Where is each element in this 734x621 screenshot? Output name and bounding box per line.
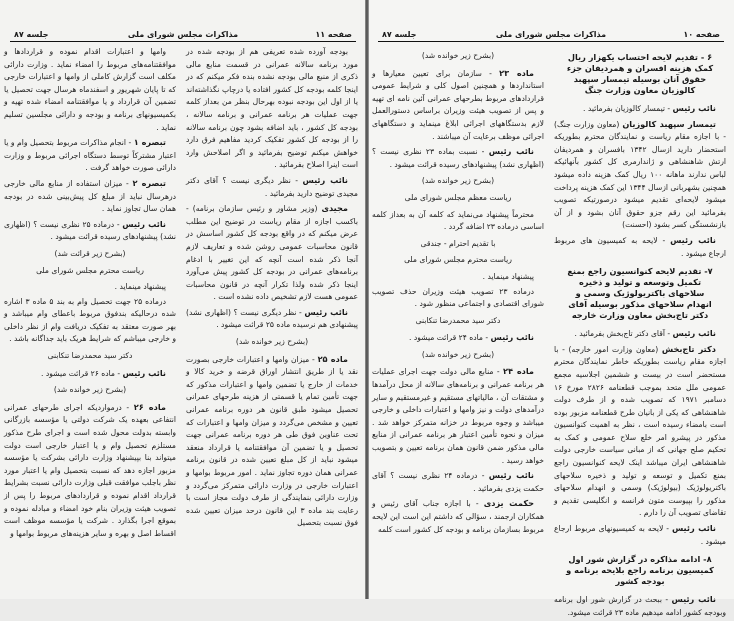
paragraph: بودجه آورده شده تعریفی هم از بودجه شده در مورد برنامه سالانه عمرانی در قسمت منابع مالی ذکری از منبع مالی بودجه نشده بنده فکر میکنم که در اینجا کلمه بودجه کل کشور افتاده یا درچاپ نگذاشته‌اند یا از اول این بودجه نبوده بهرحال بنظر من بعداز کلمه جهت عملیات هر برنامه عمرانی و برنامه سالانه ، بودجه کل کشور ، باید اضافه بشود چون برنامه سالانه را از بودجه کل کشور تفکیک کردید مفاهیم فرق دارد خواهش میکنم توضیح بفرمائید و اگر اصلاحش وارد است اینرا اصلاح بفرمائید . [186,47,358,170]
page-number: صفحه ۱۱ [315,30,352,39]
speech-text: - نظر دیگری نیست ؟ آقای دکتر مجیدی توضیح دارید بفرمائید . [186,175,358,198]
running-title: مذاکرات مجلس شورای ملی [495,30,607,39]
speech-text: - میزان استفاده از منابع مالی خارجی درهرسال نباید از مبلغ کل پیش‌بینی شده در بودجه همان سال تجاوز نماید . [4,178,176,214]
speaker-name: نائب رئیس [672,328,716,339]
speaker-paragraph [554,234,726,260]
speaker-name: تیمسار سپهبد کالوزیان [622,118,717,129]
session-number: جلسه ۸۷ [382,30,417,39]
speaker-name: نائب رئیس [672,103,716,113]
centered-note: (بشرح زیر خوانده شد) [421,176,495,186]
speech-text: - میزان وامها و اعتبارات خارجی بصورت نقد یا از طریق انتشار اوراق قرضه و خرید کالا و خدمات از خارج یا تضمین وامها و اعتبارات مذکور که جهت تأمین تمام یا قسمتی از هزینه طرحهای عمرانی تحصیل میشود طبق قانون هر دوره برنامه عمرانی تعیین و مشخص می‌گردد و میزان وامها و اعتبارات که تحت عناوین فوق طی هر دوره برنامه عمرانی جهت تحصیل و یا تضمین آن موافقتنامه یا قرارداد منعقد میشود نباید از کل مبلغ تعیین شده در قانون برنامه عمرانی همان دوره تجاوز نماید . امور مربوط بوامها و اعتبارات خارجی در وزارت دارائی متمرکز می‌گردد و وزارت دارائی بنمایندگی از طرف دولت مجاز است با رعایت بند ماده ۳ این قانون درحد میزان تعیین شده فوق نسبت بتحصیل [186,354,358,528]
speaker-name: ماده ۲۶ [133,401,166,412]
page-number: صفحه ۱۰ [683,30,720,39]
paragraph: درماده ۲۵ جهت تحصیل وام به بند ۵ ماده ۳ اشاره شده درحالیکه بندفوق مربوط باعطای وام میباشد و بهر صورت معتقد به تفکیک دریافت وام از نظر داخلی و خارجی میباشم که شرایط هریک باید جداگانه باشد . [4,296,176,344]
speaker-name: حکمت یزدی [483,498,534,509]
text-column-right [554,46,726,621]
speech-text: (معاون وزارت امور خارجه) - با اجازه مقام ریاست بطوریکه خاطر نمایندگان محترم مستحضر است در بیست و ششمین اجلاسیه مجمع عمومی ملل متحد بموجب قطعنامه ۲۸۲۶ مورخ ۱۶ دسامبر ۱۹۷۱ که تصویب شده و از طرف دولت شاهنشاهی که یکی از بانیان طرح قطعنامه مزبور بوده است بامضاء رسیده است ، نظر به اهمیت کنوانسیون مذکور در پیشرو امر خلع سلاح عمومی و کمک به تحکیم صلح جهانی که از مبانی سیاست خارجی دولت شاهنشاهی ایران میباشد اینک لایحه کنوانسیون راجع بمنع تکمیل و توسعه و تولید و ذخیره سلاحهای باکتریولوژیک (بیولوژیک) وسمی و انهدام سلاحهای مذکور را بپیوست متون فرانسه و انگلیسی تقدیم و تقاضای تصویب آن را دارم . [554,344,727,518]
speaker-paragraph [554,522,726,548]
speech-text: - ماده ۲۶ قرائت میشود . [41,368,123,378]
centered-note: (بشرح زیر خوانده شد) [235,337,309,347]
speaker-paragraph [186,353,358,530]
section-heading: ۶ - تقدیم لایحه احتساب یکهزار ریال کمک هزینه افسران و همردیفان جزء حقوق آنان بوسیله تیمسار سپهبد کالوزیان معاون وزارت جنگ [566,52,714,95]
session-number: جلسه ۸۷ [14,30,49,39]
speaker-paragraph [4,218,176,244]
speaker-name: نائب رئیس [122,367,166,378]
text-column-left [372,46,544,538]
speech-text: - درماده ۲۴ نظری نیست ؟ آقای حکمت یزدی بفرمائید . [372,471,544,493]
speaker-name: نائب رئیس [671,523,716,534]
right-page [368,0,734,617]
speaker-paragraph [554,593,726,619]
speaker-paragraph [4,401,176,541]
speaker-name: نائب رئیس [670,234,716,245]
centered-note: با تقدیم احترام - جندقی [420,238,496,248]
page-header [378,28,724,42]
text-column-left [4,46,176,542]
centered-note: (بشرح زیر خوانده شد) [421,51,495,60]
paragraph: وامها و اعتبارات اقدام نموده و قراردادها و موافقتنامه‌های مربوط را امضاء نماید . وزارت دارائی مکلف است گزارش کاملی از وامها و اعتبارات خارجی که تا پایان شهریور و اسفندماه هرسال جهت تحصیل یا تضمین آن قرارداد و یا موافقتنامه امضاء شده تهیه و بکمیسیونهای برنامه و بودجه و دارائی مجلسین تسلیم نماید . [4,47,176,132]
speech-text: - نظر دیگری نیست ؟ (اظهاری نشد) پیشنهادی هم نرسیده ماده ۲۵ قرائت میشود . [186,307,358,330]
speech-text: - انجام مذاکرات مربوط بتحصیل وام و یا اعتبار مشترکاً توسط دستگاه اجرائی مربوط و وزارت دارائی صورت خواهد گرفت . [4,138,176,173]
speaker-paragraph [372,365,544,467]
speaker-paragraph [372,469,544,495]
speaker-paragraph [186,306,358,332]
speaker-paragraph [4,136,176,175]
speaker-paragraph [186,174,358,200]
speaker-name: نائب رئیس [671,594,716,605]
speech-text: - درماده ۲۵ نظری نیست ؟ (اظهاری نشد) پیشنهادهای رسیده قرائت میشود . [4,219,176,242]
speech-text: - نسبت بماده ۲۳ نظری نیست ؟ (اظهاری نشد) پیشنهادهای رسیده قرائت میشود . [372,147,544,169]
centered-note: دکتر سید محمدرضا تنکابنی [47,351,133,361]
speaker-paragraph [4,367,176,381]
centered-note: (بشرح زیر خوانده شد) [421,349,495,359]
speaker-name: نائب رئیس [302,174,348,185]
speaker-name: تبصره ۲ [132,177,166,188]
speaker-paragraph [4,177,176,216]
centered-note: ریاست معظم مجلس شورای ملی [404,192,512,202]
section-heading: ۸- ادامه مذاکره در گزارش شور اول کمیسیون برنامه راجع بلایحه برنامه و بودجه کشور [566,554,714,587]
section-heading: ۷- تقدیم لایحه کنوانسیون راجع بمنع تکمیل وتوسعه و تولید و ذخیره سلاحهای باکتریولوژیک وسمی و انهدام سلاحهای مذکور بوسیله آقای دکتر تاج‌بخش معاون وزارت خارجه [567,266,713,321]
paragraph: درماده ۲۳ تصویب هیئت وزیران حذف تصویب شورای اقتصادی و اجتماعی منظور شود . [372,286,544,309]
paragraph: پیشنهاد مینماید . [482,271,534,281]
text-column-right [186,46,358,532]
speaker-paragraph [554,327,726,341]
left-page [0,0,366,599]
speech-text: - تیمسار کالوزیان بفرمائید . [583,104,673,113]
speaker-paragraph [554,343,726,520]
speech-text: - منابع مالی دولت جهت اجرای عملیات هر برنامه عمرانی و برنامه‌های سالانه از محل درآمدها و مشتقات آن ، مالیاتهای مستقیم و غیرمستقیم و سایر درآمدهای دولت و نیز وامها و اعتبارات داخلی و خارجی میباشد و وجوه مربوط در خزانه متمرکز خواهد شد . میزان و نحوه تأمین اعتبار هر برنامه عمرانی از منابع مالی مذکور ضمن قانون همان برنامه تعیین و بتصویب خواهد رسید . [372,367,544,465]
speaker-paragraph [372,67,544,144]
speech-text: (معاون وزارت جنگ) - با اجازه مقام ریاست و نمایندگان محترم بطوریکه استحضار دارید ازسال ۱۳۴۲ بافسران و همردیفان ارتش شاهنشاهی و ژاندارمری کل کشور بآنهائیکه لباس ندارند ماهانه ۱۰۰ ریال کمک هزینه داده میشود همچنین بشهربانی ازسال ۱۳۴۴ این کمک هزینه پرداخت میشود لایحه‌ای تقدیم میشود درصورتیکه تصویب بفرمائید این رقم جزو حقوق آنان بشود و از آن بازنشستگی کسر بشود (احسنت) [554,119,726,230]
centered-note: (بشرح زیر خوانده شد) [53,385,127,395]
speaker-paragraph [372,497,544,536]
paragraph: محترماً پیشنهاد می‌نماید که کلمه آن به بعداز کلمه اساسی درماده ۲۳ اضافه گردد . [372,209,544,232]
speech-text: (وزیر مشاور و رئیس سازمان برنامه) - باکسب اجازه از مقام ریاست در توضیح این مطلب عرض میکنم که در واقع بودجه کل کشور اساسش در قانون محاسبات عمومی روشن شده و تعاریف لازم آنجا ذکر شده است آنچه که این تغییر با ادغام برنامه‌های عمرانی در بودجه کل کشور پیش می‌آورد اینجا ذکر شده ولذا تکرار آنچه در قانون محاسبات عمومی هست لازم تشخیص داده نشده است . [186,204,358,302]
speech-text: - ماده ۲۴ قرائت میشود . [409,333,491,343]
speaker-name: ماده ۲۵ [317,353,348,364]
speaker-name: نائب رئیس [488,146,534,157]
speaker-name: نائب رئیس [122,218,166,229]
centered-note: دکتر سید محمدرضا تنکابنی [415,315,501,325]
speech-text: - با اجازه جناب آقای رئیس و همکاران ارجمند ، سؤالی که داشتم این است این لایحه مربوط بسازمان برنامه و بودجه کل کشور است کلمه [372,499,544,534]
page-header [10,28,356,42]
book-gutter [365,0,369,599]
speaker-name: ماده ۲۴ [503,366,534,377]
speaker-name: ماده ۲۳ [499,67,535,78]
speaker-paragraph [554,118,726,232]
speech-text: - سازمان برای تعیین معیارها و استانداردها و همچنین اصول کلی و شرایط عمومی قراردادهای مربوط بطرحهای عمرانی آئین نامه ای تهیه و پس از تصویب هیئت وزیران براساس دستورالعمل لازم بدستگاههای اجرائی ابلاغ مینماید و دستگاههای اجرائی موظف برعایت آن میباشند . [372,68,544,141]
speaker-paragraph [554,102,726,116]
speaker-paragraph [372,145,544,171]
speaker-paragraph [186,202,358,304]
centered-note: ریاست محترم مجلس شورای ملی [36,265,144,275]
speaker-name: نائب رئیس [304,306,348,317]
speech-text: - درمواردیکه اجرای طرحهای عمرانی انتفاعی بعهده یک شرکت دولتی یا مؤسسه بازرگانی وابسته بدولت محول شده است و اجرای طرح مذکور مستلزم تحصیل وام و یا اعتبار خارجی است دولت میتواند بنا بپیشنهاد وزارت دارائی بشرکت یا مؤسسه مزبور اجازه دهد که نسبت بتحصیل وام یا اعتبار مورد نظر باجلب موافقت قبلی وزارت دارائی نسبت بشرایط قرارداد اقدام نموده و قراردادهای مربوط را پس از تصویب هیئت وزیران بنام خود امضاء و مبادله نموده و بموقع اجرا بگذارد . شرکت یا مؤسسه موظف است اقساط اصل و بهره و سایر هزینه‌های مربوط بوامها و [4,402,176,538]
speaker-name: نائب رئیس [488,470,534,481]
speaker-name: دکتر تاج‌بخش [661,343,716,354]
speaker-name: مجیدی [321,203,348,214]
speaker-name: نائب رئیس [490,332,534,343]
centered-note: (بشرح زیر قرائت شد) [54,248,126,258]
speaker-name: تبصره ۱ [133,137,167,148]
speech-text: - لایحه به کمیسیونهای مربوط ارجاع میشود . [554,524,726,546]
speech-text: - ببحث در گزارش شور اول برنامه وبودجه کشور ادامه میدهیم ماده ۲۳ قرائت میشود. [554,595,726,617]
speech-text: - آقای دکتر تاج‌بخش بفرمائید . [574,329,673,339]
speech-text: - لایحه به کمیسیون های مربوط ارجاع میشود . [554,235,726,258]
paragraph: پیشنهاد مینماید . [114,282,166,292]
centered-note: ریاست محترم مجلس شورای ملی [404,255,512,265]
speaker-paragraph [372,331,544,345]
running-title: مذاکرات مجلس شورای ملی [127,30,239,39]
